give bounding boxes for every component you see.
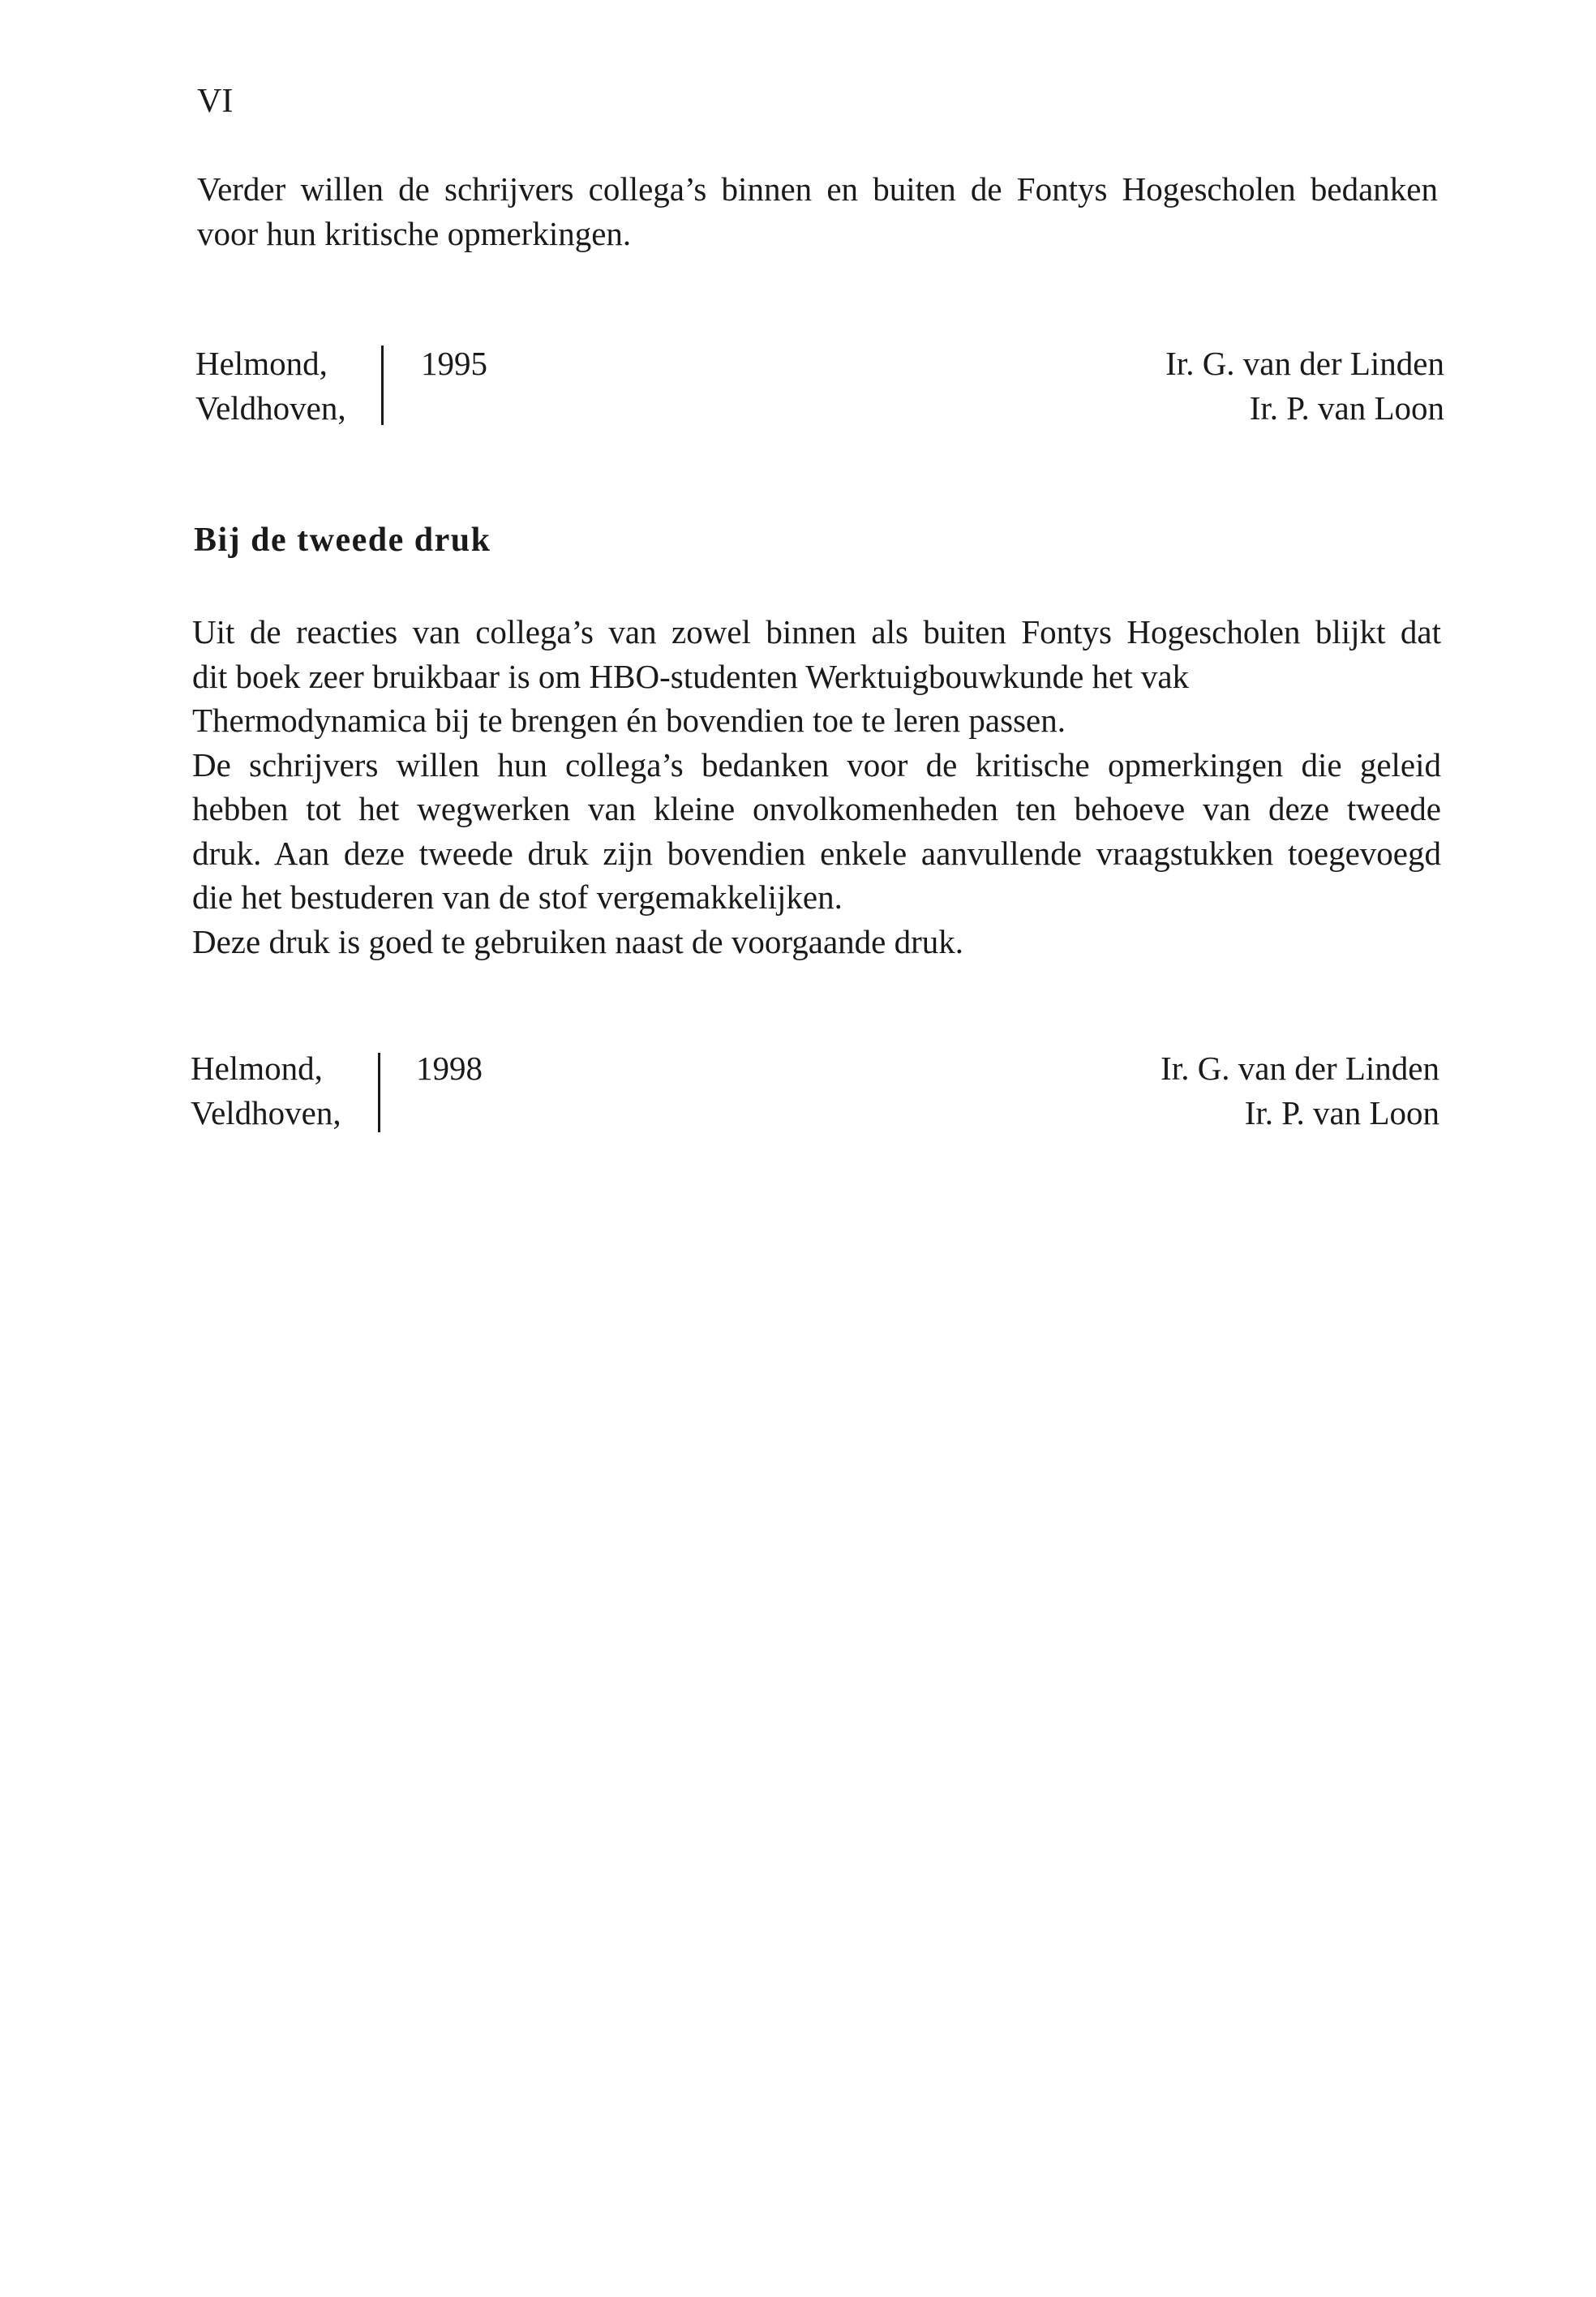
author-loon: Ir. P. van Loon — [1249, 389, 1444, 427]
place-helmond: Helmond, — [195, 345, 328, 382]
intro-line: Verder willen de schrijvers collega’s binnen en buiten de Fontys Hogescholen bedanken — [197, 170, 1438, 208]
intro-paragraph — [197, 167, 1438, 255]
signoff-divider — [378, 1053, 380, 1132]
second-line: De schrijvers willen hun collega’s bedanken voor de kritische opmerkingen die geleid — [192, 745, 1441, 784]
place-veldhoven: Veldhoven, — [191, 1093, 341, 1131]
signoff-places — [191, 1046, 341, 1135]
signoff-1995 — [195, 341, 1444, 439]
second-line: Thermodynamica bij te brengen én bovendien toe te leren passen. — [192, 702, 1066, 739]
signoff-divider — [381, 346, 384, 425]
page-number: VI — [197, 83, 234, 120]
signoff-1998 — [191, 1046, 1439, 1144]
place-veldhoven: Veldhoven, — [195, 389, 346, 427]
place-helmond: Helmond, — [191, 1050, 323, 1087]
second-line: die het bestuderen van de stof vergemakkelijken. — [192, 878, 843, 916]
second-line: dit boek zeer bruikbaar is om HBO-studenten Werktuigbouwkunde het vak — [192, 657, 1190, 695]
second-line: hebben tot het wegwerken van kleine onvolkomenheden ten behoeve van deze tweede — [192, 790, 1441, 827]
signoff-authors — [1165, 341, 1444, 430]
signoff-year: 1995 — [421, 345, 487, 382]
section-heading: Bij de tweede druk — [194, 522, 491, 559]
signoff-authors — [1161, 1046, 1439, 1135]
second-line: druk. Aan deze tweede druk zijn bovendien enkele aanvullende vraagstukken toegevoegd — [192, 834, 1441, 872]
second-edition-paragraph — [192, 610, 1441, 964]
intro-line: voor hun kritische opmerkingen. — [197, 214, 632, 252]
author-linden: Ir. G. van der Linden — [1165, 345, 1444, 382]
signoff-year: 1998 — [416, 1050, 483, 1087]
signoff-places — [195, 341, 346, 430]
author-loon: Ir. P. van Loon — [1244, 1093, 1439, 1131]
second-line: Uit de reacties van collega’s van zowel binnen als buiten Fontys Hogescholen blijkt dat — [192, 613, 1441, 650]
second-line: Deze druk is goed te gebruiken naast de voorgaande druk. — [192, 922, 964, 960]
author-linden: Ir. G. van der Linden — [1161, 1050, 1439, 1087]
